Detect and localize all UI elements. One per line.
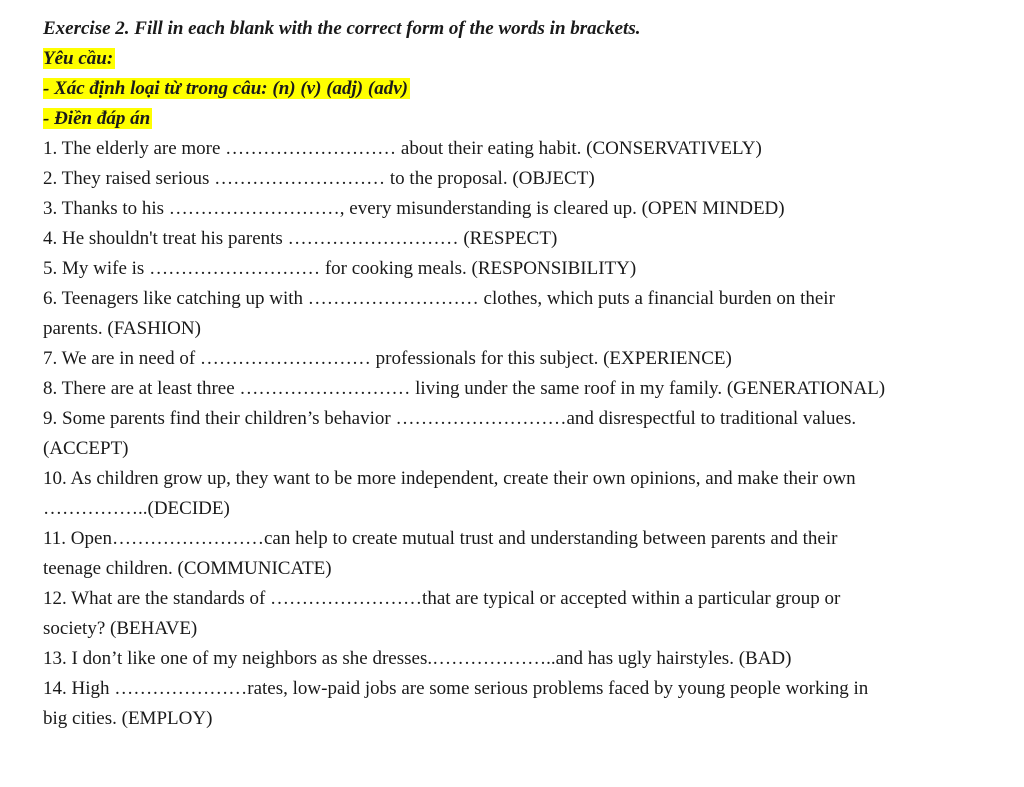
text-line: 4. He shouldn't treat his parents ……………………… (RESPECT) [43,228,558,249]
exercise-lines [43,134,1003,734]
text-line: 3. Thanks to his ………………………, every misunderstanding is cleared up. (OPEN MINDED) [43,198,785,219]
text-line: 11. Open……………………can help to create mutual trust and understanding between parents and their [43,528,838,549]
exercise-title: Exercise 2. Fill in each blank with the correct form of the words in brackets. [43,18,641,39]
text-line: 2. They raised serious ……………………… to the proposal. (OBJECT) [43,168,595,189]
text-line: 1. The elderly are more ……………………… about their eating habit. (CONSERVATIVELY) [43,138,762,159]
text-line: 13. I don’t like one of my neighbors as she dresses.………………..and has ugly hairstyles. (BAD) [43,648,792,669]
requirements-item-1: - Xác định loại từ trong câu: (n) (v) (adj) (adv) [43,78,408,99]
text-line: parents. (FASHION) [43,318,201,339]
text-line: 10. As children grow up, they want to be more independent, create their own opinions, and make their own [43,468,856,489]
requirements-heading: Yêu cầu: [43,48,114,69]
text-line: (ACCEPT) [43,438,129,459]
exercise-page [43,14,1003,734]
text-line: society? (BEHAVE) [43,618,198,639]
requirements-item-1-line [43,74,1003,104]
text-line: ……………..(DECIDE) [43,498,230,519]
text-line: 6. Teenagers like catching up with ……………………… clothes, which puts a financial burden on their [43,288,835,309]
text-line: 14. High …………………rates, low-paid jobs are some serious problems faced by young people working in [43,678,869,699]
text-line: 5. My wife is ……………………… for cooking meals. (RESPONSIBILITY) [43,258,637,279]
requirements-item-2-line [43,104,1003,134]
text-line: 9. Some parents find their children’s behavior ………………………and disrespectful to traditional values. [43,408,857,429]
text-line: teenage children. (COMMUNICATE) [43,558,332,579]
text-line: 8. There are at least three ……………………… living under the same roof in my family. (GENERATIONAL) [43,378,886,399]
text-line: 7. We are in need of ……………………… professionals for this subject. (EXPERIENCE) [43,348,732,369]
requirements-item-2: - Điền đáp án [43,108,151,129]
text-line: 12. What are the standards of ……………………that are typical or accepted within a particular group or [43,588,841,609]
requirements-heading-line [43,44,1003,74]
text-line: big cities. (EMPLOY) [43,708,213,729]
